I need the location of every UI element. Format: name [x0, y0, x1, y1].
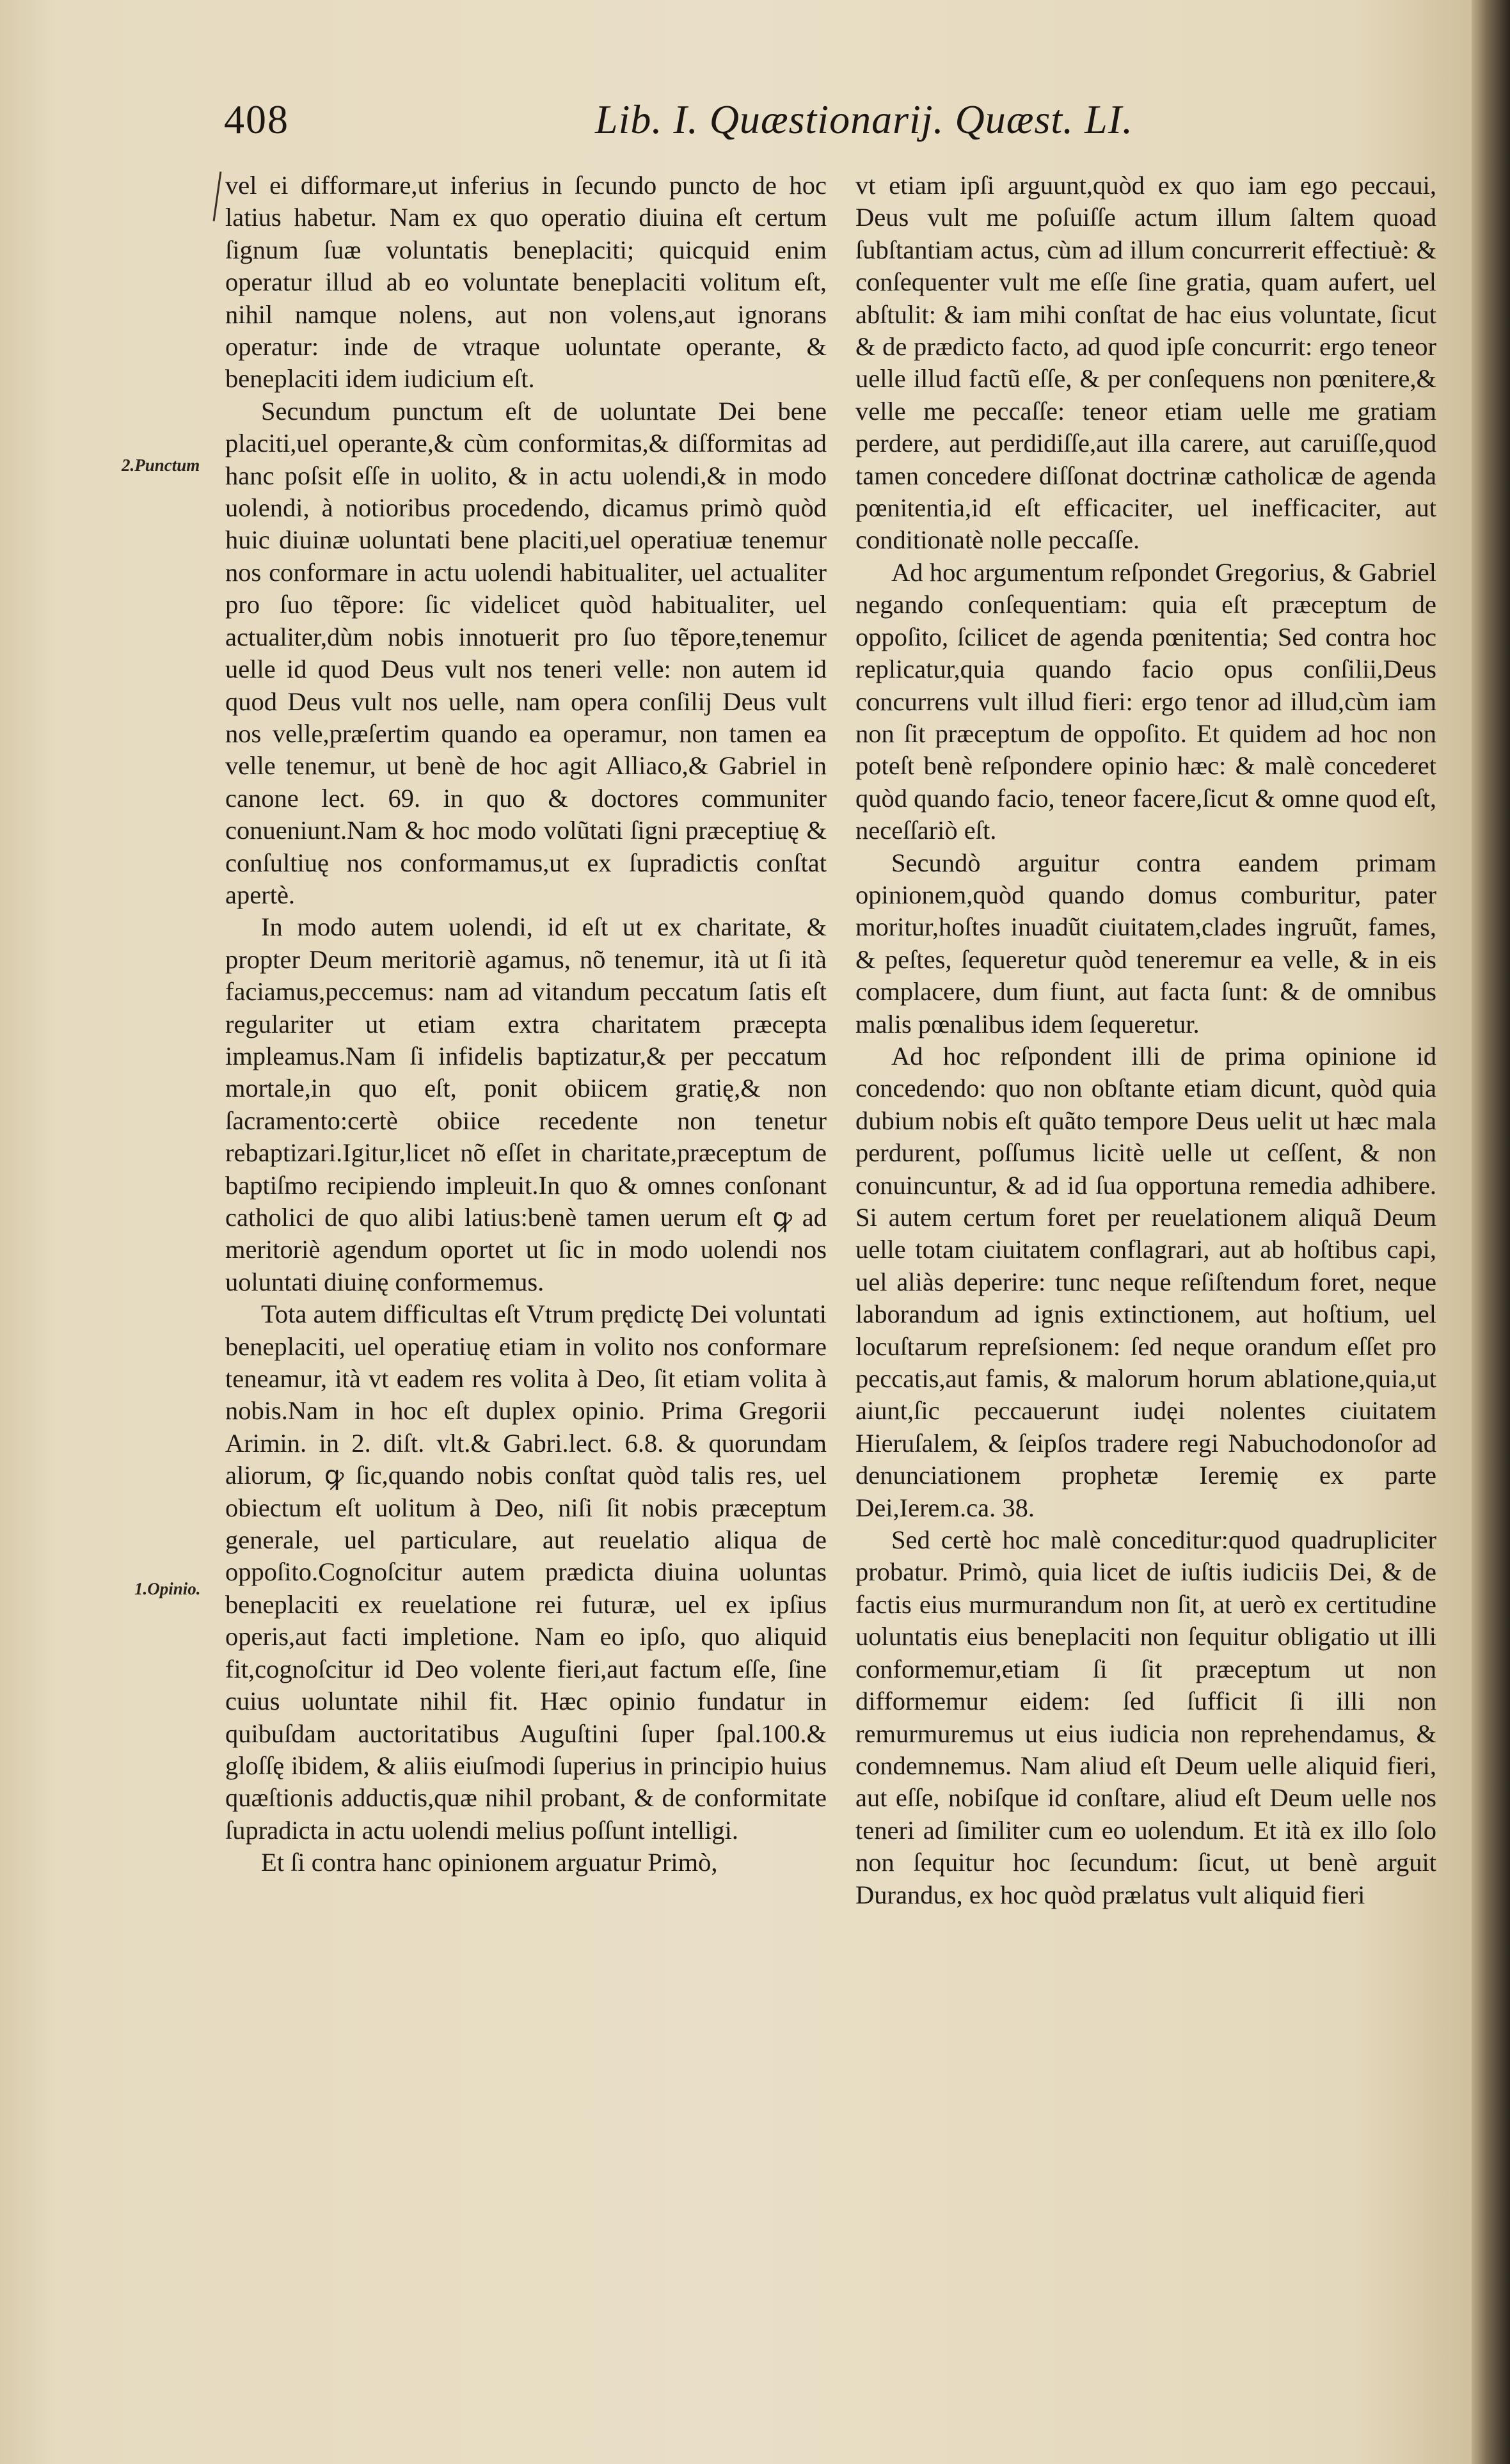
left-paragraph-2: Secundum punctum eſt de uoluntate Dei bene placiti,uel operante,& cùm conformitas,& diſformitas ad hanc poſsit eſſe in uolito, & in actu uolendi,& in modo uolendi, à notioribus procedendo, dicamus primò quòd huic diuinæ uoluntati bene placiti,uel operatiuæ tenemur nos conformare in actu uolendi habitualiter, uel actualiter pro ſuo tẽpore: ſic videlicet quòd habitualiter, uel actualiter,dùm nobis innotuerit pro ſuo tẽpore,tenemur uelle id quod Deus vult nos teneri velle: non autem id quod Deus vult nos uelle, nam opera conſilij Deus vult nos velle,præſertim quando ea operamur, non tamen ea velle tenemur, ut benè de hoc agit Alliaco,& Gabriel in canone lect. 69. in quo & doctores communiter conueniunt.Nam & hoc modo volũtati ſigni præceptiuę & conſultiuę nos conformamus,ut ex ſupradictis conſtat apertè.: [225, 396, 827, 909]
left-paragraph-3: In modo autem uolendi, id eſt ut ex charitate, & propter Deum meritoriè agamus, nõ tenemur, ità ut ſi ità faciamus,peccemus: nam ad vitandum peccatum ſatis eſt regulariter ut etiam extra charitatem præcepta impleamus.Nam ſi infidelis baptizatur,& per peccatum mortale,in quo eſt, ponit obiicem gratię,& non ſacramento:certè obiice recedente non tenetur rebaptizari.Igitur,licet nõ eſſet in charitate,præceptum de baptiſmo recipiendo impleuit.In quo & omnes conſonant catholici de quo alibi latius:benè tamen uerum eſt ꝙ ad meritoriè agendum oportet ut ſic in modo uolendi nos uoluntati diuinę conformemus.: [225, 912, 827, 1296]
right-paragraph-4: Ad hoc reſpondent illi de prima opinione id concedendo: quo non obſtante etiam dicunt, quòd quia dubium nobis eſt quãto tempore Deus uelit ut hæc mala perdurent, poſſumus licitè uelle ut ceſſent, & non conuincuntur, & ad id ſua opportuna remedia adhibere. Si autem certum foret per reuelationem aliquã Deum uelle totam ciuitatem conflagrari, aut ab hoſtibus capi, uel aliàs deperire: tunc neque reſiſtendum foret, neque laborandum ad ignis extinctionem, aut hoſtium, uel locuſtarum repreſsionem: ſed neque orandum eſſet pro peccatis,aut famis, & malorum horum ablatione,quia,ut aiunt,ſic peccauerunt iudęi nolentes ciuitatem Hieruſalem, & ſeipſos tradere regi Nabuchodonoſor ad denunciationem prophetæ Ieremię ex parte Dei,Ierem.ca. 38.: [855, 1041, 1436, 1522]
page-number: 408: [224, 97, 289, 142]
margin-note-punctum: 2.Punctum: [122, 456, 200, 475]
left-paragraph-1: vel ei difformare,ut inferius in ſecundo puncto de hoc latius habetur. Nam ex quo operatio diuina eſt certum ſignum ſuæ voluntatis beneplaciti; quicquid enim operatur illud ab eo voluntate beneplaciti volitum eſt, nihil namque nolens, aut non volens,aut ignorans operatur: inde de vtraque uoluntate operante, & beneplaciti idem iudicium eſt.: [225, 171, 827, 393]
page-header: [218, 96, 1228, 154]
page-edge-shadow: [1472, 0, 1510, 2464]
right-paragraph-1: vt etiam ipſi arguunt,quòd ex quo iam ego peccaui, Deus vult me poſuiſſe actum illum ſaltem quoad ſubſtantiam actus, cùm ad illum concurrerit effectiuè: & conſequenter vult me eſſe ſine gratia, quam aufert, uel abſtulit: & iam mihi conſtat de hac eius voluntate, ſicut & de prædicto facto, ad quod ipſe concurrit: ergo teneor uelle illud factũ eſſe, & per conſequens non pœnitere,& velle me peccaſſe: teneor etiam uelle me gratiam perdere, aut perdidiſſe,aut illa carere, aut caruiſſe,quod tamen concedere diſſonat doctrinæ catholicæ de agenda pœnitentia,id eſt efficaciter, uel inefficaciter, aut conditionatè nolle peccaſſe.: [855, 171, 1436, 555]
right-paragraph-2: Ad hoc argumentum reſpondet Gregorius, & Gabriel negando conſequentiam: quia eſt præceptum de oppoſito, ſcilicet de agenda pœnitentia; Sed contra hoc replicatur,quia quando facio opus conſilii,Deus concurrens vult illud fieri: ergo tenor ad illud,cùm iam non ſit præceptum de oppoſito. Et quidem ad hoc non poteſt benè reſpondere opinio hæc: & malè concederet quòd quando facio, teneor facere,ſicut & omne quod eſt, neceſſariò eſt.: [855, 557, 1436, 845]
right-paragraph-5: Sed certè hoc malè conceditur:quod quadrupliciter probatur. Primò, quia licet de iuſtis iudiciis Dei, & de factis eius murmurandum non ſit, at uerò ex certitudine uoluntatis eius beneplaciti non ſequitur obligatio ut illi conformemur,etiam ſi ſit præceptum ut non difformemur eidem: ſed ſufficit ſi illi non remurmuremus ut eius iudicia non reprehendamus, & condemnemus. Nam aliud eſt Deum uelle aliquid fieri, aut eſſe, nobiſque id conſtare, aliud eſt Deum uelle nos teneri ad ſimiliter cum eo uolendum. Et ità ex illo ſolo non ſequitur hoc ſecundum: ſicut, ut benè arguit Durandus, ex hoc quòd prælatus vult aliquid fieri: [855, 1525, 1436, 1909]
left-text-column: [225, 170, 827, 1879]
left-paragraph-5: Et ſi contra hanc opinionem arguatur Primò,: [261, 1848, 718, 1877]
right-text-column: [855, 170, 1436, 1911]
right-paragraph-3: Secundò arguitur contra eandem primam opinionem,quòd quando domus comburitur, pater moritur,hoſtes inuadũt ciuitatem,clades ingruũt, fames, & peſtes, ſequeretur quòd teneremur ea velle, & in eis complacere, dum fiunt, aut facta ſunt: & de omnibus malis pœnalibus idem ſequeretur.: [855, 848, 1436, 1038]
margin-note-opinio: 1.Opinio.: [134, 1579, 201, 1598]
running-head: Lib. I. Quæstionarij. Quæst. LI.: [595, 97, 1134, 142]
left-paragraph-4: Tota autem difficultas eſt Vtrum prędictę Dei voluntati beneplaciti, uel operatiuę etiam in volito nos conformare teneamur, ità vt eadem res volita à Deo, ſit etiam volita à nobis.Nam in hoc eſt duplex opinio. Prima Gregorii Arimin. in 2. diſt. vlt.& Gabri.lect. 6.8. & quorundam aliorum, ꝙ ſic,quando nobis conſtat quòd talis res, uel obiectum eſt uolitum à Deo, niſi ſit nobis præceptum generale, uel particulare, aut reuelatio aliqua de oppoſito.Cognoſcitur autem prædicta diuina uoluntas beneplaciti ex reuelatione rei futuræ, uel ex ipſius operis,aut facti impletione. Nam eo ipſo, quo aliquid fit,cognoſcitur id Deo volente fieri,aut factum eſſe, ſine cuius uoluntate nihil fit. Hæc opinio fundatur in quibuſdam auctoritatibus Auguſtini ſuper ſpal.100.& gloſſę ibidem, & aliis eiuſmodi ſuperius in principio huius quæſtionis adductis,quæ nihil probant, & de conformitate ſupradicta in actu uolendi melius poſſunt intelligi.: [225, 1300, 827, 1845]
